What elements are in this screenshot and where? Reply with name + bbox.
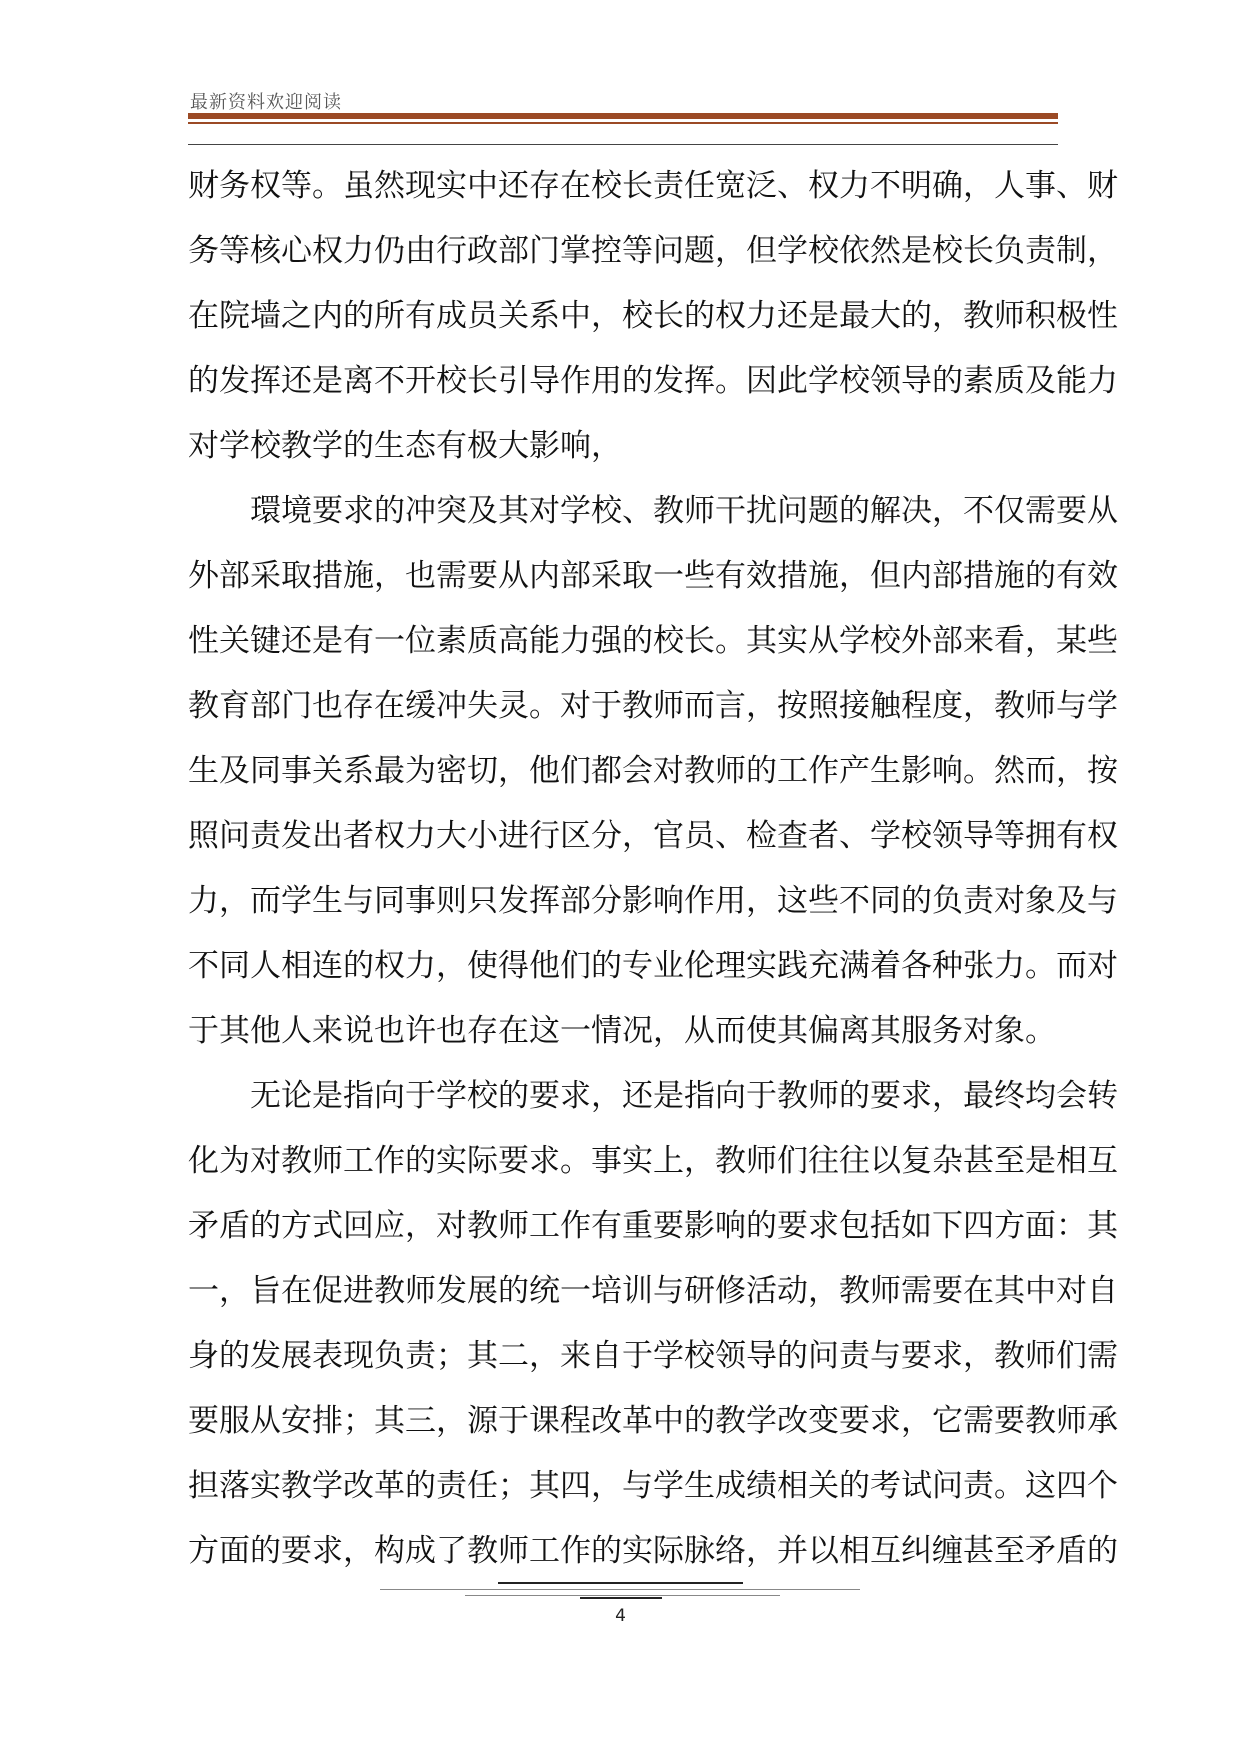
paragraph bbox=[188, 479, 1118, 1064]
paragraph-line: 教育部门也存在缓冲失灵。对于教师而言，按照接触程度，教师与学 bbox=[188, 688, 1118, 724]
paragraph-line: 矛盾的方式回应，对教师工作有重要影响的要求包括如下四方面：其 bbox=[188, 1208, 1118, 1244]
paragraph-line: 力，而学生与同事则只发挥部分影响作用，这些不同的负责对象及与 bbox=[188, 883, 1118, 919]
paragraph-line: 的发挥还是离不开校长引导作用的发挥。因此学校领导的素质及能力 bbox=[188, 363, 1118, 399]
paragraph-line: 方面的要求，构成了教师工作的实际脉络，并以相互纠缠甚至矛盾的 bbox=[188, 1533, 1118, 1569]
header-rule-thick bbox=[188, 113, 1058, 119]
paragraph-line: 担落实教学改革的责任；其四，与学生成绩相关的考试问责。这四个 bbox=[188, 1468, 1118, 1504]
paragraph-line: 财务权等。虽然现实中还存在校长责任宽泛、权力不明确，人事、财 bbox=[188, 168, 1118, 204]
footer-rule-top bbox=[498, 1582, 743, 1584]
page-number: 4 bbox=[615, 1606, 626, 1626]
paragraph-line: 化为对教师工作的实际要求。事实上，教师们往往以复杂甚至是相互 bbox=[188, 1143, 1118, 1179]
footer-rule-outer bbox=[380, 1589, 860, 1590]
document-body bbox=[188, 154, 1118, 1584]
footer-rule-middle bbox=[465, 1595, 780, 1596]
header-rule-thin bbox=[188, 122, 1058, 124]
paragraph-line: 对学校教学的生态有极大影响， bbox=[188, 428, 622, 464]
paragraph-line: 于其他人来说也许也存在这一情况，从而使其偏离其服务对象。 bbox=[188, 1013, 1056, 1049]
paragraph-line: 一，旨在促进教师发展的统一培训与研修活动，教师需要在其中对自 bbox=[188, 1273, 1118, 1309]
paragraph-line: 要服从安排；其三，源于课程改革中的教学改变要求，它需要教师承 bbox=[188, 1403, 1118, 1439]
paragraph-line: 身的发展表现负责；其二，来自于学校领导的问责与要求，教师们需 bbox=[188, 1338, 1118, 1374]
paragraph bbox=[188, 1064, 1118, 1584]
paragraph-line: 環境要求的冲突及其对学校、教师干扰问题的解决，不仅需要从 bbox=[250, 493, 1118, 529]
paragraph-line: 务等核心权力仍由行政部门掌控等问题，但学校依然是校长负责制， bbox=[188, 233, 1118, 269]
header-text: 最新资料欢迎阅读 bbox=[190, 92, 342, 113]
paragraph-line: 性关键还是有一位素质高能力强的校长。其实从学校外部来看，某些 bbox=[188, 623, 1118, 659]
paragraph-line: 无论是指向于学校的要求，还是指向于教师的要求，最终均会转 bbox=[250, 1078, 1118, 1114]
paragraph-line: 不同人相连的权力，使得他们的专业伦理实践充满着各种张力。而对 bbox=[188, 948, 1118, 984]
header-rule-bottom bbox=[188, 144, 1058, 145]
paragraph-line: 生及同事关系最为密切，他们都会对教师的工作产生影响。然而，按 bbox=[188, 753, 1118, 789]
paragraph-line: 外部采取措施，也需要从内部采取一些有效措施，但内部措施的有效 bbox=[188, 558, 1118, 594]
paragraph-line: 照问责发出者权力大小进行区分，官员、检查者、学校领导等拥有权 bbox=[188, 818, 1118, 854]
paragraph-line: 在院墙之内的所有成员关系中，校长的权力还是最大的，教师积极性 bbox=[188, 298, 1118, 334]
paragraph bbox=[188, 154, 1118, 479]
footer-rule-center bbox=[580, 1597, 662, 1599]
